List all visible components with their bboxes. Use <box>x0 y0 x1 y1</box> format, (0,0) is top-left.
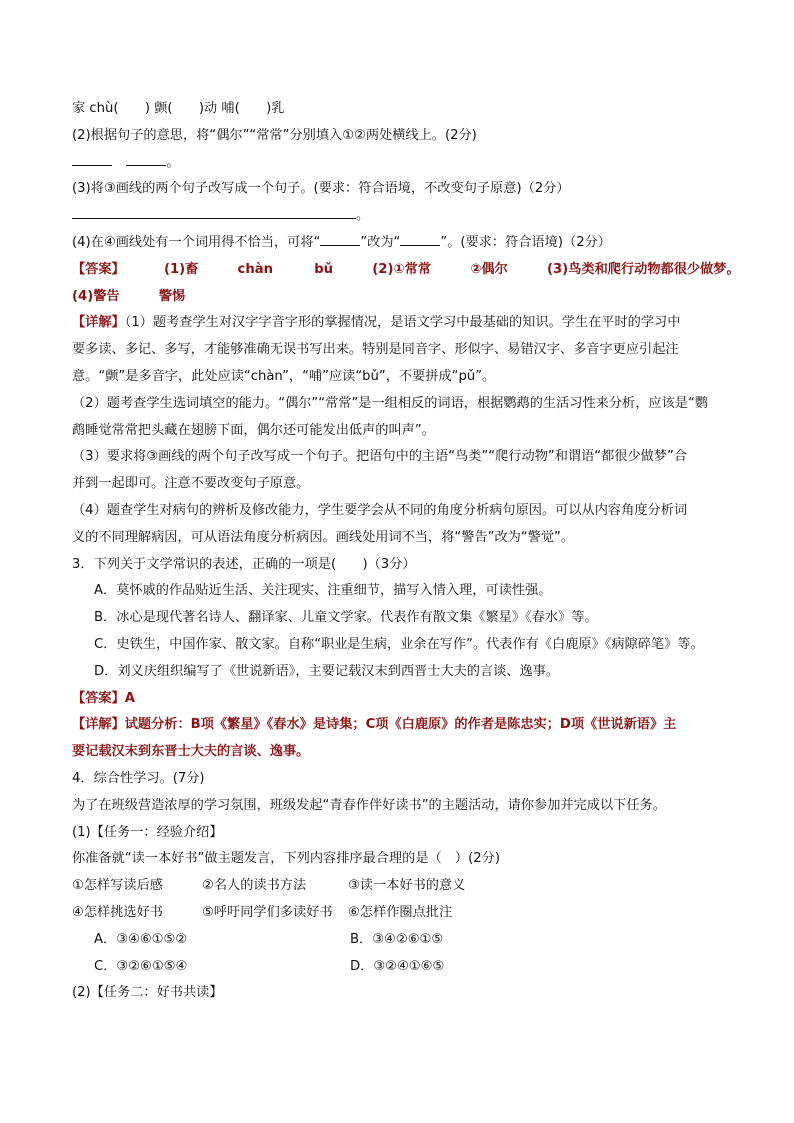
choice-a[interactable]: A．③④⑥①⑤② <box>94 931 188 947</box>
item-5: ⑤呼吁同学们多读好书 <box>202 904 333 920</box>
item-6: ⑥怎样作圈点批注 <box>348 904 453 920</box>
answer-line-1 <box>72 257 740 284</box>
question-3-blank <box>72 203 732 230</box>
question-3-text: (3)将③画线的两个句子改写成一个句子。(要求：符合语境，不改变句子原意)（2分） <box>72 181 570 197</box>
detail-1-line-9: 义的不同理解病因，可从语法角度分析病因。画线处用词不当，将“警告”改为“警觉”。 <box>72 529 575 545</box>
choice-d[interactable]: D．③②④①⑥⑤ <box>350 958 445 974</box>
answer-part: (3)鸟类和爬行动物都很少做梦。 <box>546 261 740 277</box>
question-2-blanks <box>72 150 732 177</box>
question-4-part-a: (4)在④画线处有一个词用得不恰当，可将“ <box>72 234 321 250</box>
item-4: ④怎样挑选好书 <box>72 904 163 920</box>
option-c[interactable]: C．史铁生，中国作家、散文家。自称“职业是生病，业余在写作”。代表作有《白鹿原》《病隙碎笔》等。 <box>94 636 704 652</box>
question-3-stem: 3．下列关于文学常识的表述，正确的一项是( )（3分） <box>72 556 416 572</box>
task-2-title: (2)【任务二：好书共读】 <box>72 985 223 1001</box>
original-word-blank[interactable] <box>320 233 360 246</box>
question-4-part-b: ”改为“ <box>360 234 401 250</box>
detail-2-line-2: 要记载汉末到东晋士大夫的言谈、逸事。 <box>72 744 310 760</box>
answer-part: chàn <box>237 261 274 277</box>
answer-part: (4)警告 <box>72 288 120 304</box>
detail-1-line-3: 意。“颤”是多音字，此处应读“chàn”，“哺”应读“bǔ”，不要拼成“pǔ”。 <box>72 368 496 384</box>
task-1-title: (1)【任务一：经验介绍】 <box>72 824 223 840</box>
rewrite-blank[interactable] <box>72 206 356 219</box>
answer-part: ②偶尔 <box>470 261 508 277</box>
answer-part: (1)畜 <box>163 261 199 277</box>
item-2: ②名人的读书方法 <box>202 878 307 894</box>
detail-tag: 【详解】 <box>72 315 125 331</box>
blank-end: 。 <box>356 208 370 224</box>
answer-line-2 <box>72 284 732 311</box>
detail-text: 试题分析：B项《繁星》《春水》是诗集；C项《白鹿原》的作者是陈忠实；D项《世说新语》主 <box>124 717 677 733</box>
detail-1-line-8: （4）题查学生对病句的辨析及修改能力，学生要学会从不同的角度分析病句原因。可以从内容角度分析词 <box>72 502 688 518</box>
detail-1-line-2: 要多读、多记、多写，才能够准确无误书写出来。特别是同音字、形似字、易错汉字、多音字更应引起注 <box>72 342 679 358</box>
options-row-1 <box>72 927 732 954</box>
answer-part: bǔ <box>314 261 334 277</box>
pinyin-question-line: 家 chù( ) 颤( )动 哺( )乳 <box>72 101 285 116</box>
detail-2-line-1 <box>72 712 732 739</box>
blank-end: 。 <box>166 154 180 170</box>
item-3: ③读一本好书的意义 <box>348 878 466 894</box>
question-4-part-c: ”。(要求：符合语境)（2分） <box>440 234 611 250</box>
detail-1-line-5: 鹉睡觉常常把头藏在翅膀下面，偶尔还可能发出低声的叫声”。 <box>72 422 435 438</box>
choice-b[interactable]: B．③④②⑥①⑤ <box>350 931 444 947</box>
items-row-1 <box>72 873 732 900</box>
answer-tag: 【答案】 <box>72 261 125 277</box>
answer-tag: 【答案】 <box>72 690 125 706</box>
answer-part: 警惕 <box>158 288 186 304</box>
blank-2[interactable] <box>126 153 166 166</box>
task-1-question: 你准备就“读一本好书”做主题发言，下列内容排序最合理的是（ ）(2分) <box>72 851 500 867</box>
options-row-2 <box>72 954 732 981</box>
items-row-2 <box>72 900 732 927</box>
detail-1-line-6: （3）要求将③画线的两个句子改写成一个句子。把语句中的主语“鸟类”“爬行动物”和谓语“都很少做梦”合 <box>72 449 688 465</box>
detail-text: （1）题考查学生对汉字字音字形的掌握情况，是语文学习中最基础的知识。学生在平时的学习中 <box>124 315 681 331</box>
answer-line-3 <box>72 686 732 713</box>
option-d[interactable]: D．刘义庆组织编写了《世说新语》，主要记载汉末到西晋士大夫的言谈、逸事。 <box>94 663 560 679</box>
question-4-stem: 4．综合性学习。(7分) <box>72 770 205 786</box>
detail-tag: 【详解】 <box>72 717 125 733</box>
question-2-text: (2)根据句子的意思，将“偶尔”“常常”分别填入①②两处横线上。(2分) <box>72 127 477 143</box>
option-b[interactable]: B．冰心是现代著名诗人、翻译家、儿童文学家。代表作有散文集《繁星》《春水》等。 <box>94 610 598 626</box>
answer-part: (2)①常常 <box>372 261 432 277</box>
item-1: ①怎样写读后感 <box>72 878 163 894</box>
option-a[interactable]: A．莫怀戚的作品贴近生活、关注现实、注重细节，描写入情入理，可读性强。 <box>94 583 552 599</box>
document-page <box>72 96 740 1007</box>
replacement-word-blank[interactable] <box>400 233 440 246</box>
detail-1-line-1 <box>72 310 732 337</box>
detail-1-line-4: （2）题考查学生选词填空的能力。“偶尔”“常常”是一组相反的词语，根据鹦鹉的生活习性来分析，应该是“鹦 <box>72 395 708 411</box>
choice-c[interactable]: C．③②⑥①⑤④ <box>94 958 188 974</box>
detail-1-line-7: 并到一起即可。注意不要改变句子原意。 <box>72 476 310 492</box>
blank-1[interactable] <box>72 153 112 166</box>
question-4-text <box>72 230 732 257</box>
question-4-intro: 为了在班级营造浓厚的学习氛围，班级发起“青春作伴好读书”的主题活动，请你参加并完成以下任务。 <box>72 797 666 813</box>
answer-value: A <box>124 690 135 706</box>
